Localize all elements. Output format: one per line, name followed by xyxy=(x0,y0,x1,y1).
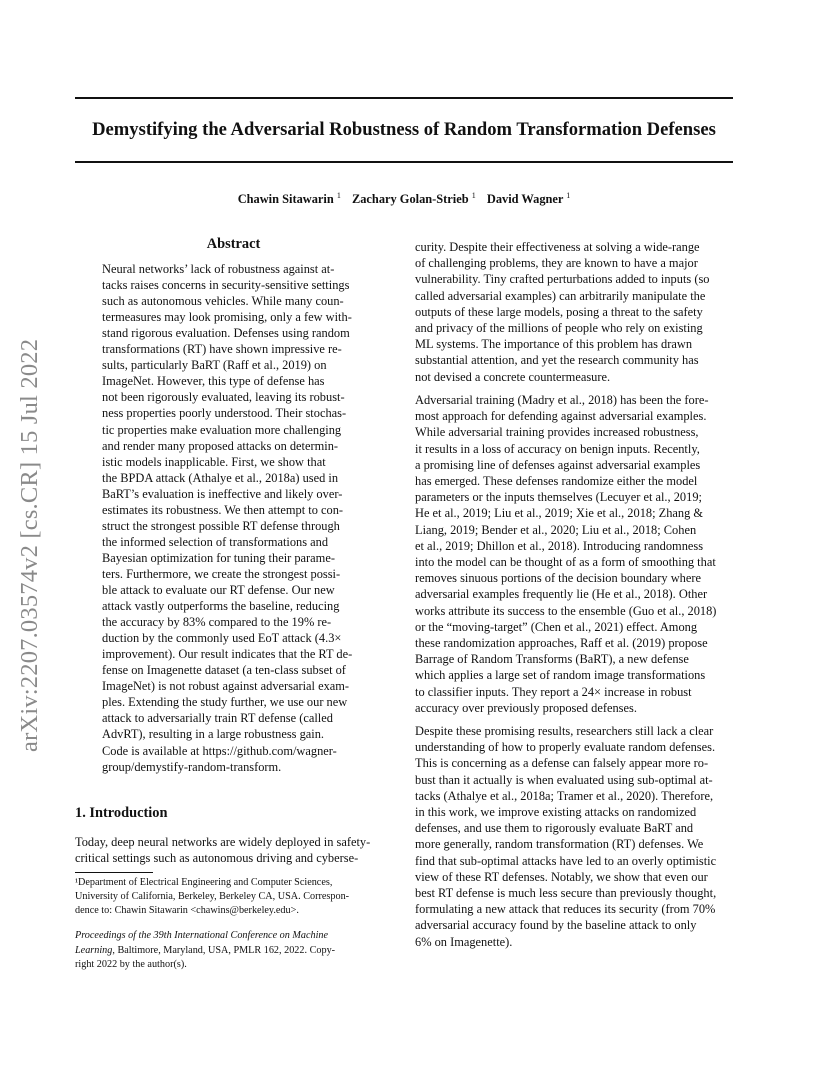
abstract-line: Bayesian optimization for tuning their parame- xyxy=(102,550,335,565)
author-list xyxy=(75,191,733,207)
proceedings-line: Learning, Baltimore, Maryland, USA, PMLR 162, 2022. Copy- xyxy=(75,944,336,956)
body-line: outputs of these large models, posing a threat to the safety xyxy=(415,304,703,319)
abstract-line: the BPDA attack (Athalye et al., 2018a) used in xyxy=(102,470,339,485)
body-line: which applies a large set of random image transformations xyxy=(415,668,706,683)
body-line: bust than it actually is when evaluated using sub-optimal at- xyxy=(415,772,713,787)
body-line: tacks (Athalye et al., 2018a; Tramer et al., 2020). Therefore, xyxy=(415,788,714,803)
abstract-line: attack vastly outperforms the baseline, reducing xyxy=(102,599,340,614)
abstract-line: tacks raises concerns in security-sensitive settings xyxy=(102,278,350,293)
body-line: accuracy over previously proposed defenses. xyxy=(415,700,637,715)
body-line: parameters or the inputs themselves (Lecuyer et al., 2019; xyxy=(415,490,702,505)
body-line: these randomization approaches, Raff et al. (2019) propose xyxy=(415,636,708,650)
abstract-line: ness properties poorly understood. Their stochas- xyxy=(102,406,347,421)
body-line: While adversarial training provides increased robustness, xyxy=(415,425,699,440)
body-line: critical settings such as autonomous driving and cyberse- xyxy=(75,851,359,866)
paper-title: Demystifying the Adversarial Robustness of Random Transformation Defenses xyxy=(92,119,716,140)
body-line: adversarial examples frequently lie (He et al., 2018). Other xyxy=(415,587,708,602)
body-line: Today, deep neural networks are widely deployed in safety- xyxy=(75,835,371,849)
body-line: removes sinuous portions of the decision boundary where xyxy=(415,571,701,586)
abstract-line: transformations (RT) have shown impressive re- xyxy=(102,342,342,357)
arxiv-identifier-stamp: arXiv:2207.03574v2 [cs.CR] 15 Jul 2022 xyxy=(16,338,43,752)
body-line: best RT defense is much less secure than previously thought, xyxy=(415,886,717,900)
proceedings-line: right 2022 by the author(s). xyxy=(75,959,187,971)
abstract-line: tic properties make evaluation more challenging xyxy=(102,422,342,437)
footnote-line: ¹Department of Electrical Engineering and Computer Sciences, xyxy=(75,877,333,888)
body-line: in this work, we improve existing attacks on randomized xyxy=(415,805,697,819)
body-line: adversarial accuracy found by the baseline attack to only xyxy=(415,918,697,933)
footnote-line: dence to: Chawin Sitawarin <chawins@berkeley.edu>. xyxy=(75,905,299,917)
abstract-line: struct the strongest possible RT defense through xyxy=(102,518,340,533)
body-line: most approach for defending against adversarial examples. xyxy=(415,409,707,424)
abstract-line: ImageNet. However, this type of defense has xyxy=(102,374,325,389)
abstract-line: ImageNet) is not robust against adversarial exam- xyxy=(102,679,350,694)
body-line: substantial attention, and yet the research community has xyxy=(415,353,699,368)
body-line: find that sub-optimal attacks have led to an overly optimistic xyxy=(415,853,717,868)
abstract-heading: Abstract xyxy=(206,236,261,252)
title-top-rule xyxy=(75,97,733,99)
body-line: defenses, and use them to rigorously evaluate BaRT and xyxy=(415,821,694,836)
body-line: This is concerning as a defense can falsely appear more ro- xyxy=(415,756,709,771)
author: David Wagner $^1$ xyxy=(486,191,571,207)
title-bottom-rule xyxy=(75,161,733,163)
abstract-line: the accuracy by 83% compared to the 19% re- xyxy=(102,615,332,630)
abstract-line: BaRT’s evaluation is ineffective and likely over- xyxy=(102,486,343,501)
abstract-line: istic models inapplicable. First, we show that xyxy=(102,454,326,469)
abstract-line: stand rigorous evaluation. Defenses using random xyxy=(102,326,350,341)
abstract-line: such as autonomous vehicles. While many coun- xyxy=(102,294,344,309)
body-line: a promising line of defenses against adversarial examples xyxy=(415,457,701,472)
body-line: Despite these promising results, researchers still lack a clear xyxy=(415,724,714,738)
body-line: called adversarial examples) can arbitrarily manipulate the xyxy=(415,288,706,303)
body-line: view of these RT defenses. Notably, we show that even our xyxy=(415,869,708,884)
body-line: or the “moving-target” (Chen et al., 2021) effect. Among xyxy=(415,619,698,634)
abstract-line: fense on Imagenette dataset (a ten-class subset of xyxy=(102,663,346,678)
abstract-line: Neural networks’ lack of robustness against at- xyxy=(102,262,335,276)
abstract-line: ters. Furthermore, we create the strongest possi- xyxy=(102,566,341,581)
body-line: et al., 2019; Dhillon et al., 2018). Introducing randomness xyxy=(415,538,704,553)
body-line: to classifier inputs. They report a 24× increase in robust xyxy=(415,684,692,699)
body-line: works attribute its success to the ensemble (Guo et al., 2018) xyxy=(415,603,717,618)
abstract-line: duction by the commonly used EoT attack (4.3× xyxy=(102,631,342,646)
body-line: Adversarial training (Madry et al., 2018) has been the fore- xyxy=(415,393,709,407)
proceedings-line: Proceedings of the 39th International Conference on Machine xyxy=(75,930,329,941)
abstract-line: ble attack to evaluate our RT defense. Our new xyxy=(102,583,335,597)
body-line: not devised a concrete countermeasure. xyxy=(415,369,611,384)
body-line: vulnerability. Tiny crafted perturbations added to inputs (so xyxy=(415,272,710,287)
body-line: 6% on Imagenette). xyxy=(415,934,513,949)
body-line: more generally, random transformation (RT) defenses. We xyxy=(415,837,704,852)
author: Zachary Golan-Strieb $^1$ xyxy=(351,191,476,207)
abstract-line: attack to adversarially train RT defense (called xyxy=(102,711,333,726)
abstract-line: termeasures may look promising, only a few with- xyxy=(102,310,352,325)
abstract-line: ples. Extending the study further, we use our new xyxy=(102,695,348,710)
author: Chawin Sitawarin $^1$ xyxy=(237,191,341,207)
abstract-line: Code is available at https://github.com/wagner- xyxy=(102,743,337,758)
abstract-line: estimates its robustness. We then attempt to con- xyxy=(102,502,344,517)
body-line: of challenging problems, they are known to have a major xyxy=(415,256,698,271)
abstract-line: improvement). Our result indicates that the RT de- xyxy=(102,647,353,662)
body-line: Barrage of Random Transforms (BaRT), a new defense xyxy=(415,652,689,667)
abstract-line: not been rigorously evaluated, leaving its robust- xyxy=(102,390,345,405)
abstract-line: group/demystify-random-transform. xyxy=(102,759,282,774)
section-heading-introduction: 1. Introduction xyxy=(75,805,168,821)
footnote-line: University of California, Berkeley, Berkeley CA, USA. Correspon- xyxy=(75,891,350,903)
body-line: has emerged. These defenses randomize either the model xyxy=(415,474,698,488)
abstract-line: the informed selection of transformations and xyxy=(102,534,329,549)
body-line: it results in a loss of accuracy on benign inputs. Recently, xyxy=(415,441,700,456)
body-line: ML systems. The importance of this problem has drawn xyxy=(415,337,693,352)
abstract-line: sults, particularly BaRT (Raff et al., 2019) on xyxy=(102,358,327,373)
body-line: and privacy of the millions of people who rely on existing xyxy=(415,321,703,335)
body-line: curity. Despite their effectiveness at solving a wide-range xyxy=(415,240,700,254)
body-line: formulating a new attack that reduces its security (from 70% xyxy=(415,902,716,917)
body-line: He et al., 2019; Liu et al., 2019; Xie et al., 2018; Zhang & xyxy=(415,506,704,521)
abstract-line: and render many proposed attacks on determin- xyxy=(102,438,339,453)
body-line: into the model can be thought of as a form of smoothing that xyxy=(415,555,716,569)
footnote-rule xyxy=(75,872,153,873)
body-line: Liang, 2019; Bender et al., 2020; Liu et al., 2018; Cohen xyxy=(415,522,697,537)
abstract-line: AdvRT), resulting in a large robustness gain. xyxy=(102,727,325,742)
body-line: understanding of how to properly evaluate random defenses. xyxy=(415,740,716,755)
